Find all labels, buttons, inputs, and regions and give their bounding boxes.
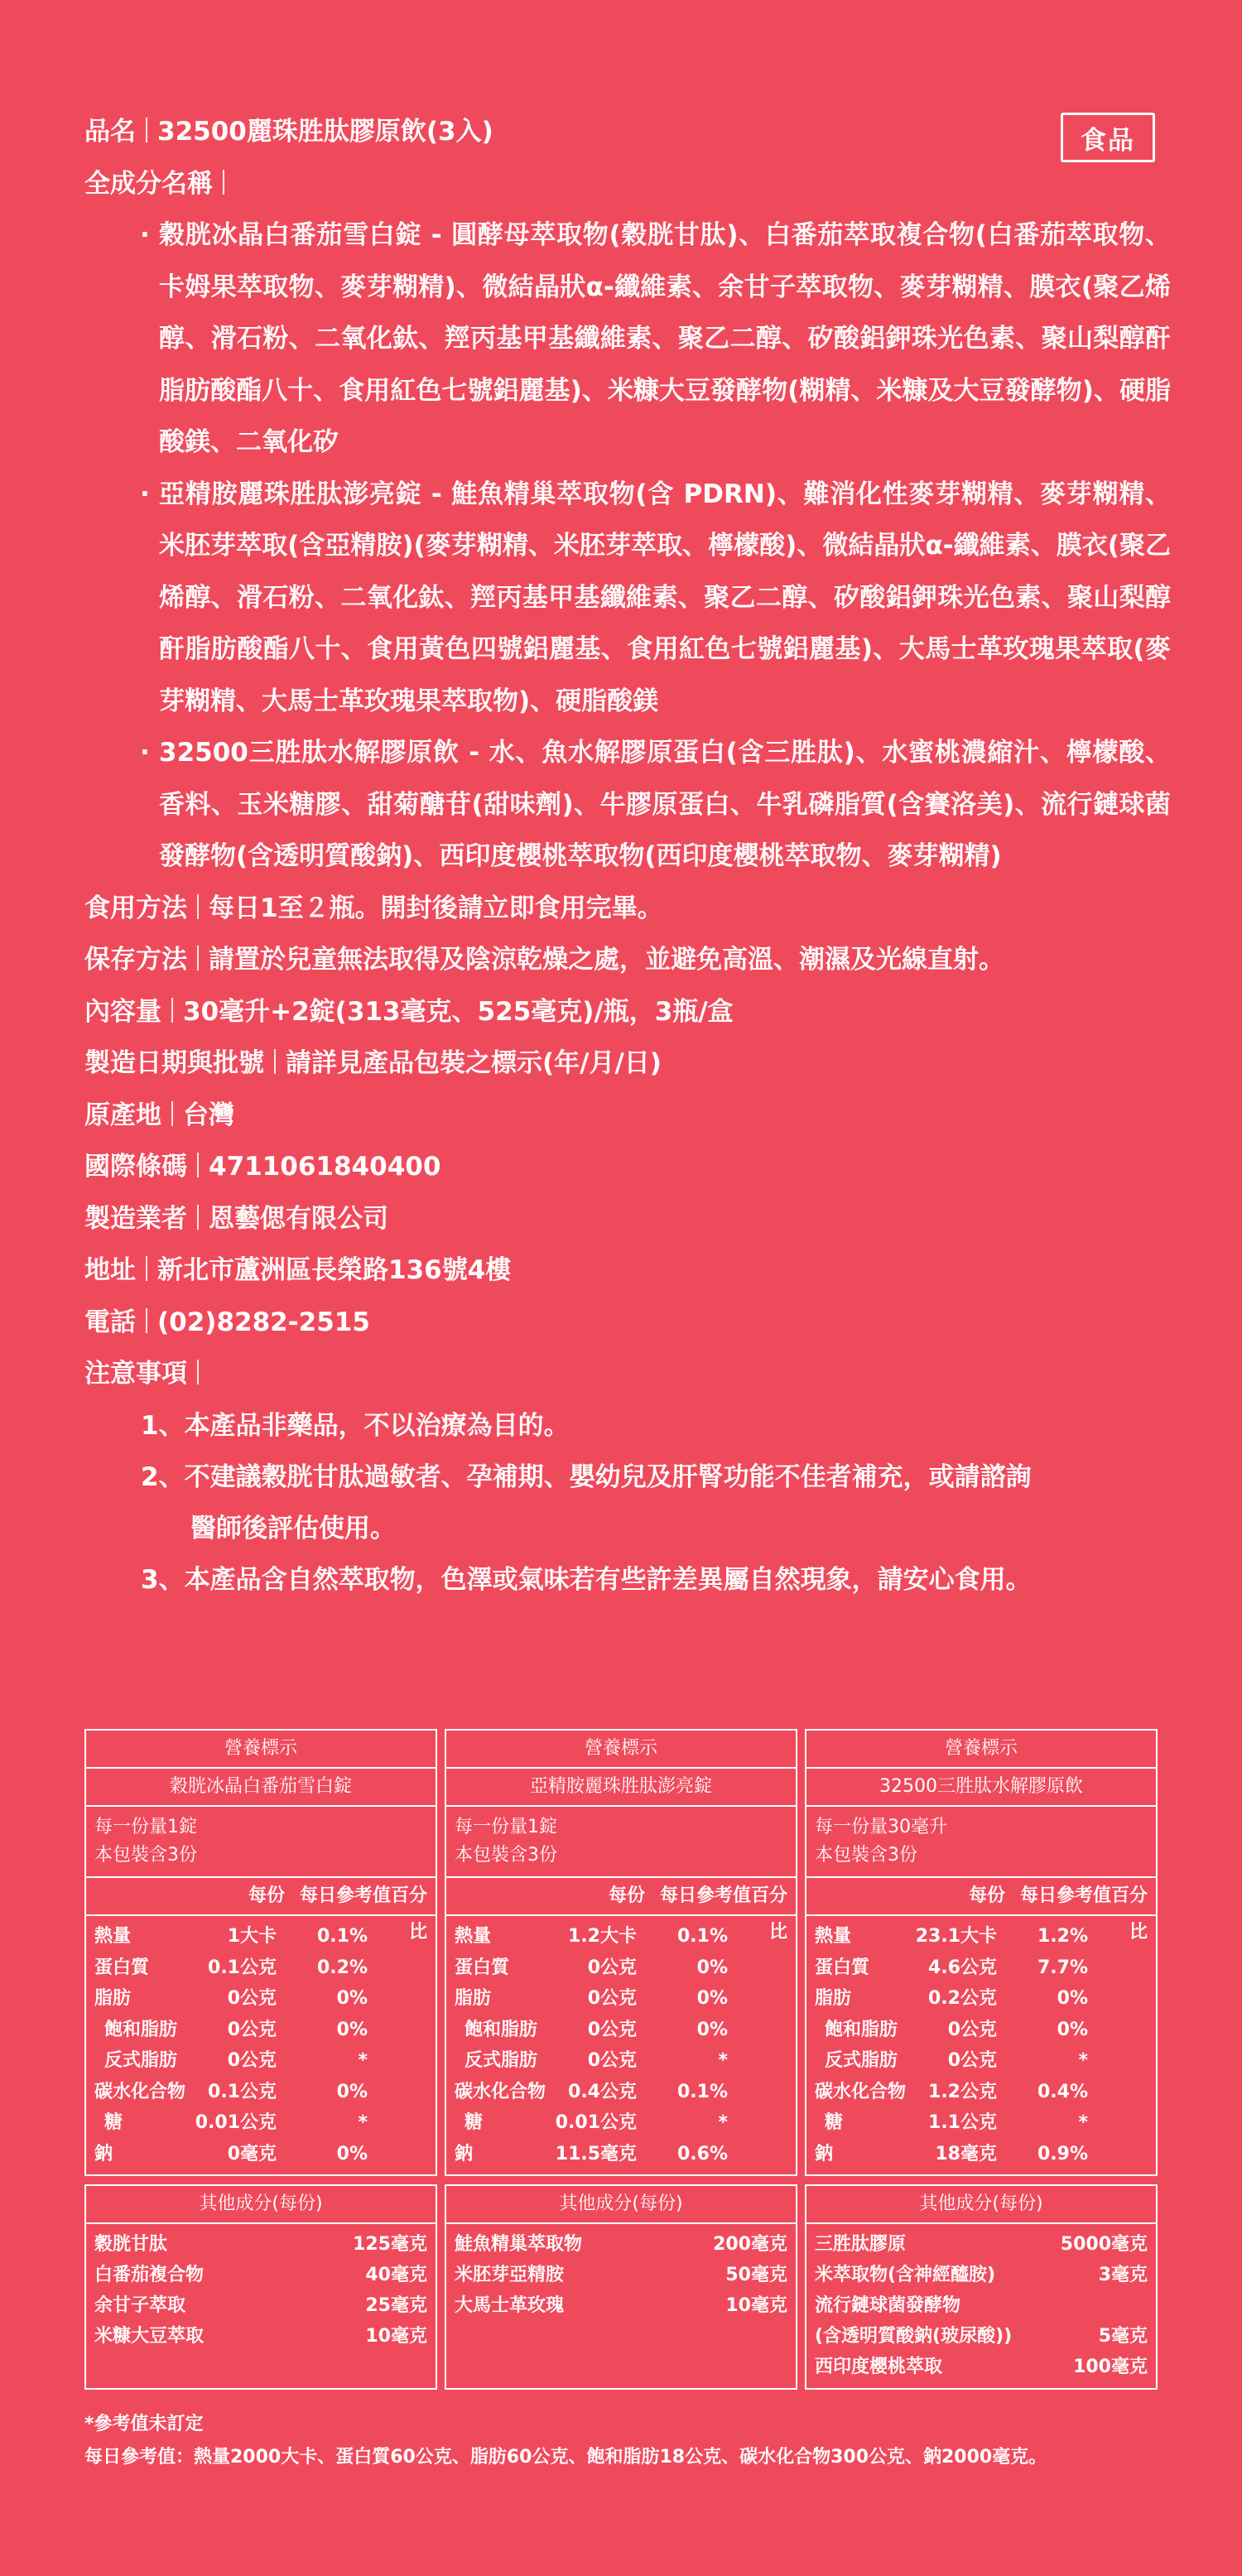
nutrient-amount: 18毫克 — [935, 2143, 997, 2164]
nutrient-daily-value: 0% — [336, 1988, 368, 2009]
nutrient-name: 蛋白質 — [815, 1957, 870, 1978]
info-label: 製造業者 — [84, 1203, 187, 1234]
nutrient-amount: 0公克 — [947, 2019, 997, 2040]
nutrient-amount: 0.01公克 — [195, 2112, 277, 2133]
serving-size: 每一份量1錠 — [94, 1817, 197, 1837]
serving-info — [86, 1807, 436, 1878]
ingredient-text: 32500三胜肽水解膠原飲 - 水、魚水解膠原蛋白(含三胜肽)、水蜜桃濃縮汁、檸檬酸、香料、玉米糖膠、甜菊醣苷(甜味劑)、牛膠原蛋白、牛乳磷脂質(含賽洛美)、流行鏈球菌發酵物(含透明質酸鈉)、西印度櫻桃萃取物(西印度櫻桃萃取物、麥芽糊精) — [159, 738, 1171, 871]
nutrient-amount: 0.1公克 — [208, 1957, 277, 1978]
nutrient-row — [446, 1952, 796, 1984]
nutrient-daily-value: 0% — [336, 2143, 368, 2164]
per-serving-header: 每份 — [248, 1885, 285, 1906]
note-item: 2、不建議穀胱甘肽過敏者、孕補期、嬰幼兒及肝腎功能不佳者補充，或請諮詢 — [141, 1461, 1032, 1492]
nutrient-amount: 0.2公克 — [928, 1988, 997, 2009]
nutrient-amount: 23.1大卡 — [915, 1926, 997, 1947]
other-ingredient-name: 米糠大豆萃取 — [94, 2326, 205, 2347]
nutrient-row — [86, 2077, 436, 2108]
nutrition-title: 營養標示 — [86, 1731, 436, 1769]
nutrient-amount: 1.2公克 — [928, 2081, 997, 2102]
nutrient-amount: 0公克 — [587, 2050, 637, 2071]
other-ingredient-name: 余甘子萃取 — [94, 2295, 186, 2316]
info-row — [84, 1038, 1161, 1090]
nutrient-daily-value: 0.9% — [1037, 2143, 1088, 2164]
info-row — [84, 883, 1161, 935]
nutrient-daily-value: 0% — [1057, 1988, 1088, 2009]
info-label: 製造日期與批號 — [84, 1048, 264, 1078]
other-ingredient-amount: 200毫克 — [713, 2234, 787, 2255]
nutrient-daily-value: * — [358, 2050, 368, 2071]
nutrient-daily-value: * — [718, 2112, 728, 2133]
nutrient-name: 碳水化合物 — [94, 2081, 186, 2102]
other-ingredient-name: (含透明質酸鈉(玻尿酸)) — [815, 2326, 1013, 2347]
other-ingredient-name: 流行鏈球菌發酵物 — [815, 2295, 961, 2316]
nutrient-daily-value: 7.7% — [1037, 1957, 1088, 1978]
nutrition-tables — [84, 1729, 1158, 2390]
info-row — [84, 1297, 1161, 1349]
nutrient-amount: 0公克 — [587, 2019, 637, 2040]
info-row — [84, 1141, 1161, 1193]
divider — [197, 1153, 199, 1177]
ingredient-item: · 穀胱冰晶白番茄雪白錠 - 圓酵母萃取物(穀胱甘肽)、白番茄萃取複合物(白番茄萃取物、卡姆果萃取物、麥芽糊精)、微結晶狀α-纖維素、余甘子萃取物、麥芽糊精、膜衣(聚乙烯醇、滑石粉、二氧化鈦、羥丙基甲基纖維素、聚乙二醇、矽酸鋁鉀珠光色素、聚山梨醇酐脂肪酸酯八十、食用紅色七號鋁麗基)、米糠大豆發酵物(糊精、米糠及大豆發酵物)、硬脂酸鎂、二氧化矽 — [140, 220, 1171, 457]
product-label: 品名 — [84, 117, 136, 147]
other-ingredients-table — [84, 2184, 437, 2390]
nutrient-daily-value: 0.1% — [316, 1926, 368, 1947]
divider — [197, 946, 199, 970]
serving-info — [446, 1807, 796, 1878]
nutrient-daily-value: 0% — [336, 2081, 368, 2102]
nutrient-daily-value: 0.2% — [316, 1957, 368, 1978]
servings-per-pack: 本包裝含3份 — [94, 1845, 197, 1866]
other-ingredient-row — [94, 2260, 427, 2290]
nutrition-product-name: 穀胱冰晶白番茄雪白錠 — [86, 1769, 436, 1807]
info-label: 電話 — [84, 1307, 136, 1337]
nutrient-name: 糖 — [465, 2112, 484, 2133]
nutrient-row — [86, 2015, 436, 2046]
info-label: 保存方法 — [84, 945, 187, 975]
per-serving-header: 每份 — [968, 1885, 1005, 1906]
nutrient-row — [86, 1921, 436, 1952]
nutrition-column — [84, 1729, 437, 2390]
nutrient-name: 熱量 — [455, 1926, 492, 1947]
other-ingredient-amount: 50毫克 — [725, 2265, 787, 2285]
nutrient-row — [446, 1983, 796, 2015]
notes-row — [84, 1348, 1161, 1400]
daily-value-header: 每日參考值百分比 — [1019, 1885, 1148, 1943]
info-row — [84, 934, 1161, 986]
other-ingredient-amount: 25毫克 — [365, 2295, 427, 2316]
other-ingredient-row — [94, 2229, 427, 2260]
nutrient-amount: 0毫克 — [227, 2143, 277, 2164]
other-ingredients-table — [445, 2184, 797, 2390]
nutrient-name: 蛋白質 — [94, 1957, 150, 1978]
nutrient-daily-value: 0% — [696, 1988, 728, 2009]
nutrient-row — [446, 2139, 796, 2170]
notes-list — [84, 1400, 1161, 1606]
nutrient-daily-value: 0% — [336, 2019, 368, 2040]
divider — [171, 998, 173, 1023]
other-ingredient-row — [94, 2321, 427, 2352]
nutrient-row — [806, 2107, 1156, 2139]
other-ingredient-name: 三胜肽膠原 — [815, 2234, 907, 2255]
nutrition-product-name: 亞精胺麗珠胜肽澎亮錠 — [446, 1769, 796, 1807]
other-ingredient-name: 鮭魚精巢萃取物 — [455, 2234, 583, 2255]
nutrient-amount: 0.4公克 — [568, 2081, 637, 2102]
divider — [197, 1360, 199, 1384]
other-ingredient-amount: 10毫克 — [725, 2295, 787, 2316]
nutrient-name: 反式脂肪 — [465, 2050, 538, 2071]
info-rows — [84, 883, 1161, 1349]
other-ingredient-amount: 5毫克 — [1098, 2326, 1148, 2347]
nutrient-daily-value: 0% — [696, 2019, 728, 2040]
product-info — [84, 106, 1171, 1606]
nutrient-row — [86, 1952, 436, 1984]
nutrient-amount: 1.2大卡 — [568, 1926, 637, 1947]
product-name-row — [84, 106, 1161, 158]
nutrient-name: 熱量 — [815, 1926, 852, 1947]
ingredient-item: · 32500三胜肽水解膠原飲 - 水、魚水解膠原蛋白(含三胜肽)、水蜜桃濃縮汁、檸檬酸、香料、玉米糖膠、甜菊醣苷(甜味劑)、牛膠原蛋白、牛乳磷脂質(含賽洛美)、流行鏈球菌發酵物(含透明質酸鈉)、西印度櫻桃萃取物(西印度櫻桃萃取物、麥芽糊精) — [140, 738, 1171, 871]
nutrition-column — [445, 1729, 797, 2390]
other-ingredient-row — [815, 2260, 1148, 2290]
nutrition-title: 營養標示 — [446, 1731, 796, 1769]
nutrient-name: 飽和脂肪 — [465, 2019, 538, 2040]
nutrient-name: 反式脂肪 — [104, 2050, 178, 2071]
daily-value-header: 每日參考值百分比 — [299, 1885, 427, 1943]
servings-per-pack: 本包裝含3份 — [455, 1845, 557, 1866]
info-row — [84, 986, 1161, 1038]
nutrient-name: 飽和脂肪 — [825, 2019, 898, 2040]
divider — [197, 1205, 199, 1230]
serving-size: 每一份量1錠 — [455, 1817, 557, 1837]
divider — [146, 1308, 147, 1333]
nutrient-amount: 0公克 — [587, 1957, 637, 1978]
nutrient-daily-value: 0.4% — [1037, 2081, 1088, 2102]
divider — [171, 1101, 173, 1126]
info-row — [84, 1245, 1161, 1297]
nutrient-row — [806, 1921, 1156, 1952]
nutrient-name: 碳水化合物 — [815, 2081, 907, 2102]
nutrient-name: 蛋白質 — [455, 1957, 510, 1978]
nutrition-table — [84, 1729, 437, 2176]
info-value: 恩藝偲有限公司 — [209, 1203, 388, 1234]
nutrient-amount: 0.01公克 — [555, 2112, 637, 2133]
footnote-daily-values: 每日參考值：熱量2000大卡、蛋白質60公克、脂肪60公克、飽和脂肪18公克、碳水化合物300公克、鈉2000毫克。 — [84, 2447, 1047, 2468]
info-value: 每日1至２瓶。開封後請立即食用完畢。 — [209, 893, 663, 923]
other-ingredient-amount: 40毫克 — [365, 2265, 427, 2285]
nutrient-row — [86, 1983, 436, 2015]
other-ingredient-row — [815, 2352, 1148, 2382]
nutrient-row — [86, 2045, 436, 2077]
nutrient-daily-value: 0.6% — [676, 2143, 728, 2164]
info-value: (02)8282-2515 — [157, 1307, 370, 1337]
other-ingredient-amount: 100毫克 — [1073, 2357, 1148, 2377]
info-label: 地址 — [84, 1255, 136, 1285]
nutrient-daily-value: 0.1% — [676, 2081, 728, 2102]
nutrient-daily-value: * — [358, 2112, 368, 2133]
nutrient-daily-value: 0.1% — [676, 1926, 728, 1947]
other-ingredient-name: 米萃取物(含神經醯胺) — [815, 2265, 996, 2285]
other-ingredients-table — [805, 2184, 1158, 2390]
nutrient-daily-value: * — [718, 2050, 728, 2071]
other-ingredient-row — [815, 2321, 1148, 2352]
info-value: 台灣 — [183, 1100, 234, 1130]
nutrition-table — [445, 1729, 797, 2176]
other-ingredient-amount: 125毫克 — [353, 2234, 427, 2255]
other-ingredient-row — [455, 2229, 787, 2260]
notes-label: 注意事項 — [84, 1359, 187, 1389]
nutrient-row — [806, 1983, 1156, 2015]
nutrition-title: 營養標示 — [806, 1731, 1156, 1769]
info-row — [84, 1090, 1161, 1142]
ingredient-item: · 亞精胺麗珠胜肽澎亮錠 - 鮭魚精巢萃取物(含 PDRN)、難消化性麥芽糊精、麥芽糊精、米胚芽萃取(含亞精胺)(麥芽糊精、米胚芽萃取、檸檬酸)、微結晶狀α-纖維素、膜衣(聚乙烯醇、滑石粉、二氧化鈦、羥丙基甲基纖維素、聚乙二醇、矽酸鋁鉀珠光色素、聚山梨醇酐脂肪酸酯八十、食用黃色四號鋁麗基、食用紅色七號鋁麗基)、大馬士革玫瑰果萃取(麥芽糊精、大馬士革玫瑰果萃取物)、硬脂酸鎂 — [140, 479, 1171, 716]
nutrient-name: 熱量 — [94, 1926, 132, 1947]
servings-per-pack: 本包裝含3份 — [815, 1845, 917, 1866]
divider — [146, 118, 147, 142]
nutrient-row — [446, 2077, 796, 2108]
other-ingredient-name: 米胚芽亞精胺 — [455, 2265, 565, 2285]
other-ingredient-row — [815, 2290, 1148, 2321]
daily-value-header: 每日參考值百分比 — [659, 1885, 787, 1943]
nutrition-table — [805, 1729, 1158, 2176]
other-ingredients-title: 其他成分(每份) — [446, 2186, 796, 2224]
nutrient-name: 脂肪 — [94, 1988, 132, 2009]
serving-info — [806, 1807, 1156, 1878]
other-ingredient-amount: 5000毫克 — [1060, 2234, 1148, 2255]
nutrient-row — [446, 2107, 796, 2139]
nutrient-name: 糖 — [104, 2112, 123, 2133]
nutrient-row — [86, 2139, 436, 2170]
info-label: 原產地 — [84, 1100, 161, 1130]
nutrient-daily-value: 1.2% — [1037, 1926, 1088, 1947]
nutrient-name: 鈉 — [94, 2143, 113, 2164]
nutrient-name: 飽和脂肪 — [104, 2019, 178, 2040]
info-value: 新北市蘆洲區長榮路136號4樓 — [157, 1255, 512, 1285]
ingredients-label: 全成分名稱 — [84, 168, 213, 199]
divider — [146, 1256, 147, 1281]
serving-size: 每一份量30毫升 — [815, 1817, 947, 1837]
other-ingredients-title: 其他成分(每份) — [806, 2186, 1156, 2224]
nutrient-row — [806, 1952, 1156, 1984]
nutrient-row — [806, 2015, 1156, 2046]
ingredients-row — [84, 158, 1161, 210]
nutrient-row — [806, 2139, 1156, 2170]
info-label: 國際條碼 — [84, 1152, 187, 1182]
nutrient-amount: 0公克 — [227, 2019, 277, 2040]
note-item: 3、本產品含自然萃取物，色澤或氣味若有些許差異屬自然現象，請安心食用。 — [141, 1564, 1032, 1595]
nutrient-name: 鈉 — [815, 2143, 834, 2164]
nutrient-row — [806, 2045, 1156, 2077]
info-value: 請置於兒童無法取得及陰涼乾燥之處，並避免高溫、潮濕及光線直射。 — [209, 945, 1004, 975]
other-ingredient-name: 穀胱甘肽 — [94, 2234, 168, 2255]
info-label: 內容量 — [84, 996, 161, 1027]
nutrient-amount: 0.1公克 — [208, 2081, 277, 2102]
nutrition-column — [805, 1729, 1158, 2390]
other-ingredient-row — [455, 2260, 787, 2290]
nutrient-name: 脂肪 — [815, 1988, 852, 2009]
per-serving-header: 每份 — [608, 1885, 645, 1906]
nutrient-daily-value: 0% — [1057, 2019, 1088, 2040]
info-value: 4711061840400 — [209, 1152, 441, 1182]
other-ingredient-amount: 10毫克 — [365, 2326, 427, 2347]
nutrient-daily-value: * — [1078, 2112, 1088, 2133]
product-value: 32500麗珠胜肽膠原飲(3入) — [157, 117, 493, 147]
footnotes — [84, 2408, 1047, 2474]
nutrient-amount: 0公克 — [947, 2050, 997, 2071]
info-value: 30毫升+2錠(313毫克、525毫克)/瓶，3瓶/盒 — [183, 996, 734, 1027]
nutrient-amount: 11.5毫克 — [555, 2143, 637, 2164]
nutrient-row — [446, 2045, 796, 2077]
divider — [223, 170, 224, 195]
other-ingredient-name: 白番茄複合物 — [94, 2265, 205, 2285]
note-item-continuation: 醫師後評估使用。 — [190, 1513, 396, 1543]
other-ingredient-row — [455, 2290, 787, 2321]
nutrient-amount: 0公克 — [227, 1988, 277, 2009]
other-ingredient-name: 大馬士革玫瑰 — [455, 2295, 565, 2316]
divider — [274, 1049, 276, 1074]
nutrient-amount: 1大卡 — [227, 1926, 277, 1947]
note-item: 1、本產品非藥品，不以治療為目的。 — [141, 1410, 570, 1441]
nutrient-row — [86, 2107, 436, 2139]
nutrient-amount: 1.1公克 — [928, 2112, 997, 2133]
nutrient-name: 糖 — [825, 2112, 844, 2133]
food-badge: 食品 — [1061, 113, 1155, 162]
divider — [197, 894, 199, 919]
nutrient-row — [806, 2077, 1156, 2108]
nutrition-product-name: 32500三胜肽水解膠原飲 — [806, 1769, 1156, 1807]
info-label: 食用方法 — [84, 893, 187, 923]
nutrient-row — [446, 1921, 796, 1952]
other-ingredient-row — [815, 2229, 1148, 2260]
nutrient-daily-value: * — [1078, 2050, 1088, 2071]
ingredient-text: 亞精胺麗珠胜肽澎亮錠 - 鮭魚精巢萃取物(含 PDRN)、難消化性麥芽糊精、麥芽糊精、米胚芽萃取(含亞精胺)(麥芽糊精、米胚芽萃取、檸檬酸)、微結晶狀α-纖維素、膜衣(聚乙烯醇、滑石粉、二氧化鈦、羥丙基甲基纖維素、聚乙二醇、矽酸鋁鉀珠光色素、聚山梨醇酐脂肪酸酯八十、食用黃色四號鋁麗基、食用紅色七號鋁麗基)、大馬士革玫瑰果萃取(麥芽糊精、大馬士革玫瑰果萃取物)、硬脂酸鎂 — [159, 479, 1171, 716]
nutrient-amount: 0公克 — [587, 1988, 637, 2009]
other-ingredient-row — [94, 2290, 427, 2321]
nutrient-name: 反式脂肪 — [825, 2050, 898, 2071]
footnote-asterisk: *參考值未訂定 — [84, 2414, 204, 2434]
nutrient-daily-value: 0% — [696, 1957, 728, 1978]
nutrient-row — [446, 2015, 796, 2046]
info-row — [84, 1193, 1161, 1245]
other-ingredients-title: 其他成分(每份) — [86, 2186, 436, 2224]
nutrient-name: 鈉 — [455, 2143, 474, 2164]
nutrient-amount: 4.6公克 — [928, 1957, 997, 1978]
nutrient-amount: 0公克 — [227, 2050, 277, 2071]
nutrient-name: 脂肪 — [455, 1988, 492, 2009]
ingredient-text: 穀胱冰晶白番茄雪白錠 - 圓酵母萃取物(穀胱甘肽)、白番茄萃取複合物(白番茄萃取物、卡姆果萃取物、麥芽糊精)、微結晶狀α-纖維素、余甘子萃取物、麥芽糊精、膜衣(聚乙烯醇、滑石粉、二氧化鈦、羥丙基甲基纖維素、聚乙二醇、矽酸鋁鉀珠光色素、聚山梨醇酐脂肪酸酯八十、食用紅色七號鋁麗基)、米糠大豆發酵物(糊精、米糠及大豆發酵物)、硬脂酸鎂、二氧化矽 — [159, 220, 1171, 457]
other-ingredient-name: 西印度櫻桃萃取 — [815, 2357, 943, 2377]
info-value: 請詳見產品包裝之標示(年/月/日) — [286, 1048, 662, 1078]
other-ingredient-amount: 3毫克 — [1098, 2265, 1148, 2285]
nutrient-name: 碳水化合物 — [455, 2081, 546, 2102]
